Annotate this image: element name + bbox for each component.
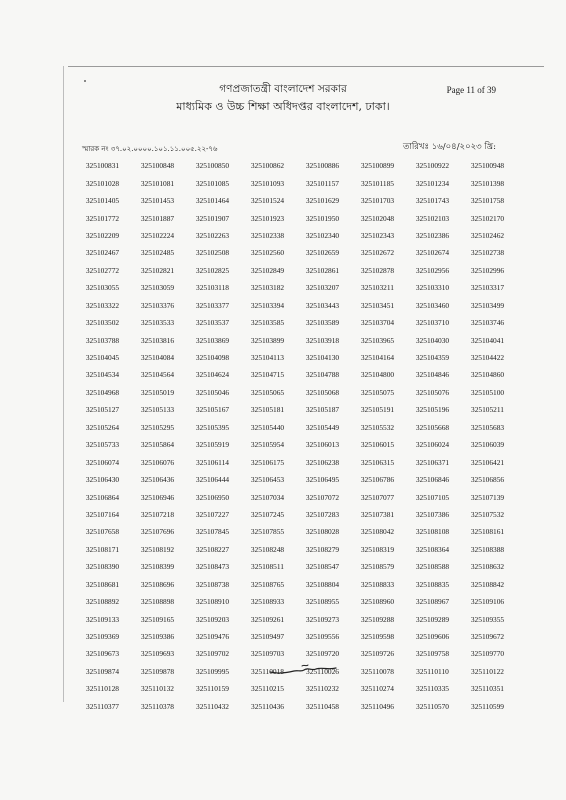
- roll-number-cell: 325110570: [416, 701, 449, 711]
- roll-number-cell: 325109497: [250, 632, 285, 642]
- roll-number-cell: 325108511: [251, 562, 284, 572]
- memo-number: স্মারক নং ৩৭.০২.০০০০.১০১.১১.০০৫.২২-৭৬: [82, 145, 218, 153]
- roll-number-cell: 325109672: [470, 632, 505, 642]
- roll-number-cell: 325107855: [250, 527, 285, 537]
- scan-speck: [84, 80, 86, 82]
- roll-number-cell: 325102738: [470, 248, 505, 258]
- roll-number-cell: 325102878: [360, 265, 395, 275]
- roll-number-cell: 325101398: [470, 178, 505, 188]
- roll-number-cell: 325101234: [415, 178, 450, 188]
- roll-number-cell: 325109273: [305, 614, 340, 624]
- roll-number-cell: 325110274: [361, 684, 394, 694]
- roll-number-cell: 325103443: [305, 300, 340, 310]
- roll-number-cell: 325103918: [305, 335, 340, 345]
- roll-number-cell: 325109165: [140, 614, 175, 624]
- signature-mark: [268, 658, 338, 680]
- roll-number-cell: 325102996: [470, 265, 505, 275]
- roll-number-cell: 325105440: [250, 422, 285, 432]
- roll-number-cell: 325109720: [305, 649, 340, 659]
- roll-number-cell: 325100899: [360, 161, 395, 171]
- roll-number-cell: 325105133: [140, 405, 175, 415]
- roll-number-cell: 325103589: [305, 318, 340, 328]
- roll-number-cell: 325104860: [470, 370, 505, 380]
- roll-number-cell: 325105919: [195, 440, 230, 450]
- roll-number-cell: 325104098: [195, 353, 230, 363]
- roll-number-cell: 325103460: [415, 300, 450, 310]
- roll-number-cell: 325108279: [305, 544, 340, 554]
- roll-number-cell: 325104564: [140, 370, 175, 380]
- roll-number-cell: 325101028: [85, 178, 120, 188]
- roll-number-cell: 325103585: [250, 318, 285, 328]
- roll-number-cell: 325100862: [250, 161, 285, 171]
- roll-number-cell: 325106175: [250, 457, 285, 467]
- roll-number-cell: 325105211: [471, 405, 504, 415]
- roll-number-cell: 325105181: [250, 405, 285, 415]
- roll-number-cell: 325107696: [140, 527, 175, 537]
- roll-number-cell: 325102170: [470, 213, 505, 223]
- roll-number-cell: 325103502: [85, 318, 120, 328]
- roll-number-cell: 325110132: [141, 684, 174, 694]
- roll-number-cell: 325105076: [415, 387, 450, 397]
- roll-number-cell: 325109261: [250, 614, 285, 624]
- roll-number-cell: 325108473: [195, 562, 230, 572]
- roll-number-cell: 325104800: [360, 370, 395, 380]
- roll-number-cell: 325103118: [196, 283, 229, 293]
- roll-number-cell: 325106856: [470, 475, 505, 485]
- roll-number-cell: 325110335: [416, 684, 449, 694]
- roll-number-cell: 325104715: [250, 370, 285, 380]
- roll-number-cell: 325109726: [360, 649, 395, 659]
- roll-number-cell: 325101743: [415, 196, 450, 206]
- roll-number-cell: 325106039: [470, 440, 505, 450]
- roll-number-cell: 325108765: [250, 579, 285, 589]
- roll-number-cell: 325106371: [415, 457, 450, 467]
- roll-number-cell: 325106495: [305, 475, 340, 485]
- roll-number-cell: 325106421: [470, 457, 505, 467]
- roll-number-cell: 325108892: [85, 597, 120, 607]
- roll-number-cell: 325105068: [305, 387, 340, 397]
- roll-number-cell: 325102263: [195, 230, 230, 240]
- roll-number-cell: 325110436: [251, 701, 284, 711]
- roll-number-cell: 325107845: [195, 527, 230, 537]
- roll-number-grid: [75, 157, 515, 715]
- roll-number-cell: 325107245: [250, 509, 285, 519]
- roll-number-cell: 325108842: [470, 579, 505, 589]
- roll-number-cell: 325104041: [470, 335, 505, 345]
- roll-number-cell: 325109995: [195, 666, 230, 676]
- roll-number-cell: 325106946: [140, 492, 175, 502]
- roll-number-cell: 325109703: [250, 649, 285, 659]
- roll-number-cell: 325108588: [415, 562, 450, 572]
- roll-number-cell: 325103816: [140, 335, 175, 345]
- roll-number-cell: 325108835: [415, 579, 450, 589]
- roll-number-cell: 325109556: [305, 632, 340, 642]
- roll-number-cell: 325110496: [361, 701, 394, 711]
- roll-number-cell: 325105733: [85, 440, 120, 450]
- roll-number-cell: 325103788: [85, 335, 120, 345]
- roll-number-cell: 325106015: [360, 440, 395, 450]
- page-number: Page 11 of 39: [446, 85, 496, 95]
- roll-number-cell: 325107077: [360, 492, 395, 502]
- roll-number-cell: 325103499: [470, 300, 505, 310]
- roll-number-cell: 325106076: [140, 457, 175, 467]
- roll-number-cell: 325104084: [140, 353, 175, 363]
- roll-number-cell: 325109386: [140, 632, 175, 642]
- roll-number-cell: 325108910: [195, 597, 230, 607]
- roll-number-cell: 325107386: [415, 509, 450, 519]
- roll-number-cell: 325101887: [140, 213, 175, 223]
- roll-number-cell: 325108390: [85, 562, 120, 572]
- roll-number-cell: 325108192: [140, 544, 175, 554]
- roll-number-cell: 325102659: [305, 248, 340, 258]
- roll-number-cell: 325105864: [140, 440, 175, 450]
- roll-number-cell: 325108248: [250, 544, 285, 554]
- roll-number-cell: 325102103: [415, 213, 450, 223]
- roll-number-cell: 325103310: [415, 283, 450, 293]
- roll-number-cell: 325109106: [470, 597, 505, 607]
- roll-number-cell: 325102462: [470, 230, 505, 240]
- roll-number-cell: 325108804: [305, 579, 340, 589]
- roll-number-cell: 325105191: [360, 405, 395, 415]
- roll-number-cell: 325106430: [85, 475, 120, 485]
- roll-number-cell: 325105954: [250, 440, 285, 450]
- roll-number-cell: 325106864: [85, 492, 120, 502]
- roll-number-cell: 325103710: [415, 318, 450, 328]
- roll-number-cell: 325107105: [415, 492, 450, 502]
- roll-number-cell: 325105395: [195, 422, 230, 432]
- roll-number-cell: 325104130: [305, 353, 340, 363]
- roll-number-cell: 325106013: [305, 440, 340, 450]
- roll-number-cell: 325100886: [305, 161, 340, 171]
- roll-number-cell: 325101157: [306, 178, 339, 188]
- roll-number-cell: 325103704: [360, 318, 395, 328]
- roll-number-cell: 325103965: [360, 335, 395, 345]
- roll-number-cell: 325105046: [195, 387, 230, 397]
- roll-number-cell: 325109874: [85, 666, 120, 676]
- roll-number-cell: 325103746: [470, 318, 505, 328]
- roll-number-cell: 325101629: [305, 196, 340, 206]
- memo-date: তারিখঃ ১৬/০৪/২০২৩ খ্রি:: [402, 142, 496, 152]
- roll-number-cell: 325103537: [195, 318, 230, 328]
- roll-number-cell: 325102772: [85, 265, 120, 275]
- roll-number-cell: 325101464: [195, 196, 230, 206]
- roll-number-cell: 325110215: [251, 684, 284, 694]
- roll-number-cell: 325100948: [470, 161, 505, 171]
- roll-number-cell: 325101758: [470, 196, 505, 206]
- roll-number-cell: 325105683: [470, 422, 505, 432]
- roll-number-cell: 325109758: [415, 649, 450, 659]
- roll-number-cell: 325110599: [471, 701, 504, 711]
- roll-number-cell: 325102343: [360, 230, 395, 240]
- roll-number-cell: 325108388: [470, 544, 505, 554]
- roll-number-cell: 325100831: [85, 161, 120, 171]
- roll-number-cell: 325108399: [140, 562, 175, 572]
- roll-number-cell: 325103322: [85, 300, 120, 310]
- roll-number-cell: 325105187: [305, 405, 340, 415]
- roll-number-cell: 325101405: [85, 196, 120, 206]
- roll-number-cell: 325105449: [305, 422, 340, 432]
- roll-number-cell: 325108028: [305, 527, 340, 537]
- roll-number-cell: 325103059: [140, 283, 175, 293]
- roll-number-cell: 325101907: [195, 213, 230, 223]
- roll-number-cell: 325107532: [470, 509, 505, 519]
- roll-number-cell: 325106786: [360, 475, 395, 485]
- roll-number-cell: 325103899: [250, 335, 285, 345]
- roll-number-cell: 325106453: [250, 475, 285, 485]
- roll-number-cell: 325109369: [85, 632, 120, 642]
- roll-number-cell: 325101923: [250, 213, 285, 223]
- roll-number-cell: 325109693: [140, 649, 175, 659]
- roll-number-cell: 325107072: [305, 492, 340, 502]
- roll-number-cell: 325110122: [471, 666, 504, 676]
- roll-number-cell: 325106074: [85, 457, 120, 467]
- roll-number-cell: 325104968: [85, 387, 120, 397]
- roll-number-cell: 325105127: [85, 405, 120, 415]
- roll-number-cell: 325103207: [305, 283, 340, 293]
- roll-number-cell: 325108681: [85, 579, 120, 589]
- roll-number-cell: 325102467: [85, 248, 120, 258]
- roll-number-cell: 325108898: [140, 597, 175, 607]
- roll-number-cell: 325110078: [361, 666, 394, 676]
- roll-number-cell: 325109598: [360, 632, 395, 642]
- roll-number-cell: 325103211: [361, 283, 394, 293]
- roll-number-cell: 325103451: [360, 300, 395, 310]
- roll-number-cell: 325104164: [360, 353, 395, 363]
- roll-number-cell: 325105295: [140, 422, 175, 432]
- roll-number-cell: 325109288: [360, 614, 395, 624]
- roll-number-cell: 325104788: [305, 370, 340, 380]
- roll-number-cell: 325101081: [140, 178, 175, 188]
- roll-number-cell: 325101085: [195, 178, 230, 188]
- roll-number-cell: 325102674: [415, 248, 450, 258]
- roll-number-cell: 325102821: [140, 265, 175, 275]
- roll-number-cell: 325105668: [415, 422, 450, 432]
- roll-number-cell: 325102825: [195, 265, 230, 275]
- roll-number-cell: 325108960: [360, 597, 395, 607]
- roll-number-cell: 325107381: [360, 509, 395, 519]
- roll-number-cell: 325105065: [250, 387, 285, 397]
- roll-number-cell: 325101093: [250, 178, 285, 188]
- roll-number-cell: 325103869: [195, 335, 230, 345]
- roll-number-cell: 325100848: [140, 161, 175, 171]
- roll-number-cell: 325102340: [305, 230, 340, 240]
- roll-number-cell: 325104624: [195, 370, 230, 380]
- roll-number-cell: 325107164: [85, 509, 120, 519]
- roll-number-cell: 325108547: [305, 562, 340, 572]
- roll-number-cell: 325103533: [140, 318, 175, 328]
- roll-number-cell: 325105196: [415, 405, 450, 415]
- roll-number-cell: 325108364: [415, 544, 450, 554]
- header-subtitle: মাধ্যমিক ও উচ্চ শিক্ষা অধিদপ্তর বাংলাদেশ, ঢাকা।: [176, 100, 390, 113]
- roll-number-cell: 325109289: [415, 614, 450, 624]
- roll-number-cell: 325110432: [196, 701, 229, 711]
- roll-number-cell: 325104846: [415, 370, 450, 380]
- roll-number-cell: 325107218: [140, 509, 175, 519]
- roll-number-cell: 325110110: [416, 666, 449, 676]
- roll-number-cell: 325110351: [471, 684, 504, 694]
- roll-number-cell: 325108933: [250, 597, 285, 607]
- roll-number-cell: 325107227: [195, 509, 230, 519]
- top-rule: [68, 66, 544, 67]
- roll-number-cell: 325104045: [85, 353, 120, 363]
- roll-number-cell: 325110378: [141, 701, 174, 711]
- roll-number-cell: 325101453: [140, 196, 175, 206]
- roll-number-cell: 325103377: [195, 300, 230, 310]
- roll-number-cell: 325103317: [470, 283, 505, 293]
- roll-number-cell: 325104113: [251, 353, 284, 363]
- roll-number-cell: 325108579: [360, 562, 395, 572]
- roll-number-cell: 325110026: [306, 666, 339, 676]
- roll-number-cell: 325110377: [86, 701, 119, 711]
- roll-number-cell: 325102508: [195, 248, 230, 258]
- roll-number-cell: 325107139: [470, 492, 505, 502]
- roll-number-cell: 325102849: [250, 265, 285, 275]
- roll-number-cell: 325101772: [85, 213, 120, 223]
- left-margin-rule: [63, 66, 64, 702]
- roll-number-cell: 325105532: [360, 422, 395, 432]
- roll-number-cell: 325102338: [250, 230, 285, 240]
- roll-number-cell: 325102386: [415, 230, 450, 240]
- roll-number-cell: 325106238: [305, 457, 340, 467]
- roll-number-cell: 325108108: [415, 527, 450, 537]
- roll-number-cell: 325103182: [250, 283, 285, 293]
- roll-number-cell: 325106114: [196, 457, 229, 467]
- roll-number-cell: 325106950: [195, 492, 230, 502]
- roll-number-cell: 325109606: [415, 632, 450, 642]
- roll-number-cell: 325108955: [305, 597, 340, 607]
- roll-number-cell: 325109133: [85, 614, 120, 624]
- roll-number-cell: 325107034: [250, 492, 285, 502]
- roll-number-cell: 325101185: [361, 178, 394, 188]
- roll-number-cell: 325110232: [306, 684, 339, 694]
- roll-number-cell: 325106846: [415, 475, 450, 485]
- roll-number-cell: 325103055: [85, 283, 120, 293]
- roll-number-cell: 325108319: [360, 544, 395, 554]
- roll-number-cell: 325102048: [360, 213, 395, 223]
- roll-number-cell: 325109476: [195, 632, 230, 642]
- roll-number-cell: 325105167: [195, 405, 230, 415]
- roll-number-cell: 325106444: [195, 475, 230, 485]
- roll-number-cell: 325104030: [415, 335, 450, 345]
- roll-number-cell: 325101950: [305, 213, 340, 223]
- roll-number-cell: 325101703: [360, 196, 395, 206]
- roll-number-cell: 325109203: [195, 614, 230, 624]
- roll-number-cell: 325102485: [140, 248, 175, 258]
- roll-number-cell: 325105075: [360, 387, 395, 397]
- roll-number-cell: 325101524: [250, 196, 285, 206]
- roll-number-cell: 325104359: [415, 353, 450, 363]
- roll-number-cell: 325105100: [470, 387, 505, 397]
- roll-number-cell: 325108738: [195, 579, 230, 589]
- roll-number-cell: 325108042: [360, 527, 395, 537]
- roll-number-cell: 325102861: [305, 265, 340, 275]
- roll-number-cell: 325102672: [360, 248, 395, 258]
- roll-number-cell: 325107658: [85, 527, 120, 537]
- roll-number-cell: 325108696: [140, 579, 175, 589]
- roll-number-cell: 325110128: [86, 684, 119, 694]
- roll-number-cell: 325109702: [195, 649, 230, 659]
- roll-number-cell: 325106024: [415, 440, 450, 450]
- roll-number-cell: 325109673: [85, 649, 120, 659]
- roll-number-cell: 325108967: [415, 597, 450, 607]
- roll-number-cell: 325110018: [251, 666, 284, 676]
- roll-number-cell: 325106315: [360, 457, 395, 467]
- roll-number-cell: 325104422: [470, 353, 505, 363]
- roll-number-cell: 325110159: [196, 684, 229, 694]
- roll-number-cell: 325103394: [250, 300, 285, 310]
- roll-number-cell: 325102560: [250, 248, 285, 258]
- roll-number-cell: 325100850: [195, 161, 230, 171]
- roll-number-cell: 325102956: [415, 265, 450, 275]
- roll-number-cell: 325103376: [140, 300, 175, 310]
- roll-number-cell: 325109770: [470, 649, 505, 659]
- roll-number-cell: 325100922: [415, 161, 450, 171]
- roll-number-cell: 325110458: [306, 701, 339, 711]
- roll-number-cell: 325104534: [85, 370, 120, 380]
- header-title: গণপ্রজাতন্ত্রী বাংলাদেশ সরকার: [219, 83, 347, 95]
- roll-number-cell: 325107283: [305, 509, 340, 519]
- roll-number-cell: 325108632: [470, 562, 505, 572]
- roll-number-cell: 325108833: [360, 579, 395, 589]
- roll-number-cell: 325102209: [85, 230, 120, 240]
- roll-number-cell: 325106436: [140, 475, 175, 485]
- roll-number-cell: 325109878: [140, 666, 175, 676]
- roll-number-cell: 325108171: [85, 544, 120, 554]
- roll-number-cell: 325108161: [470, 527, 505, 537]
- roll-number-cell: 325102224: [140, 230, 175, 240]
- roll-number-cell: 325108227: [195, 544, 230, 554]
- roll-number-cell: 325105019: [140, 387, 175, 397]
- roll-number-cell: 325105264: [85, 422, 120, 432]
- roll-number-cell: 325109355: [470, 614, 505, 624]
